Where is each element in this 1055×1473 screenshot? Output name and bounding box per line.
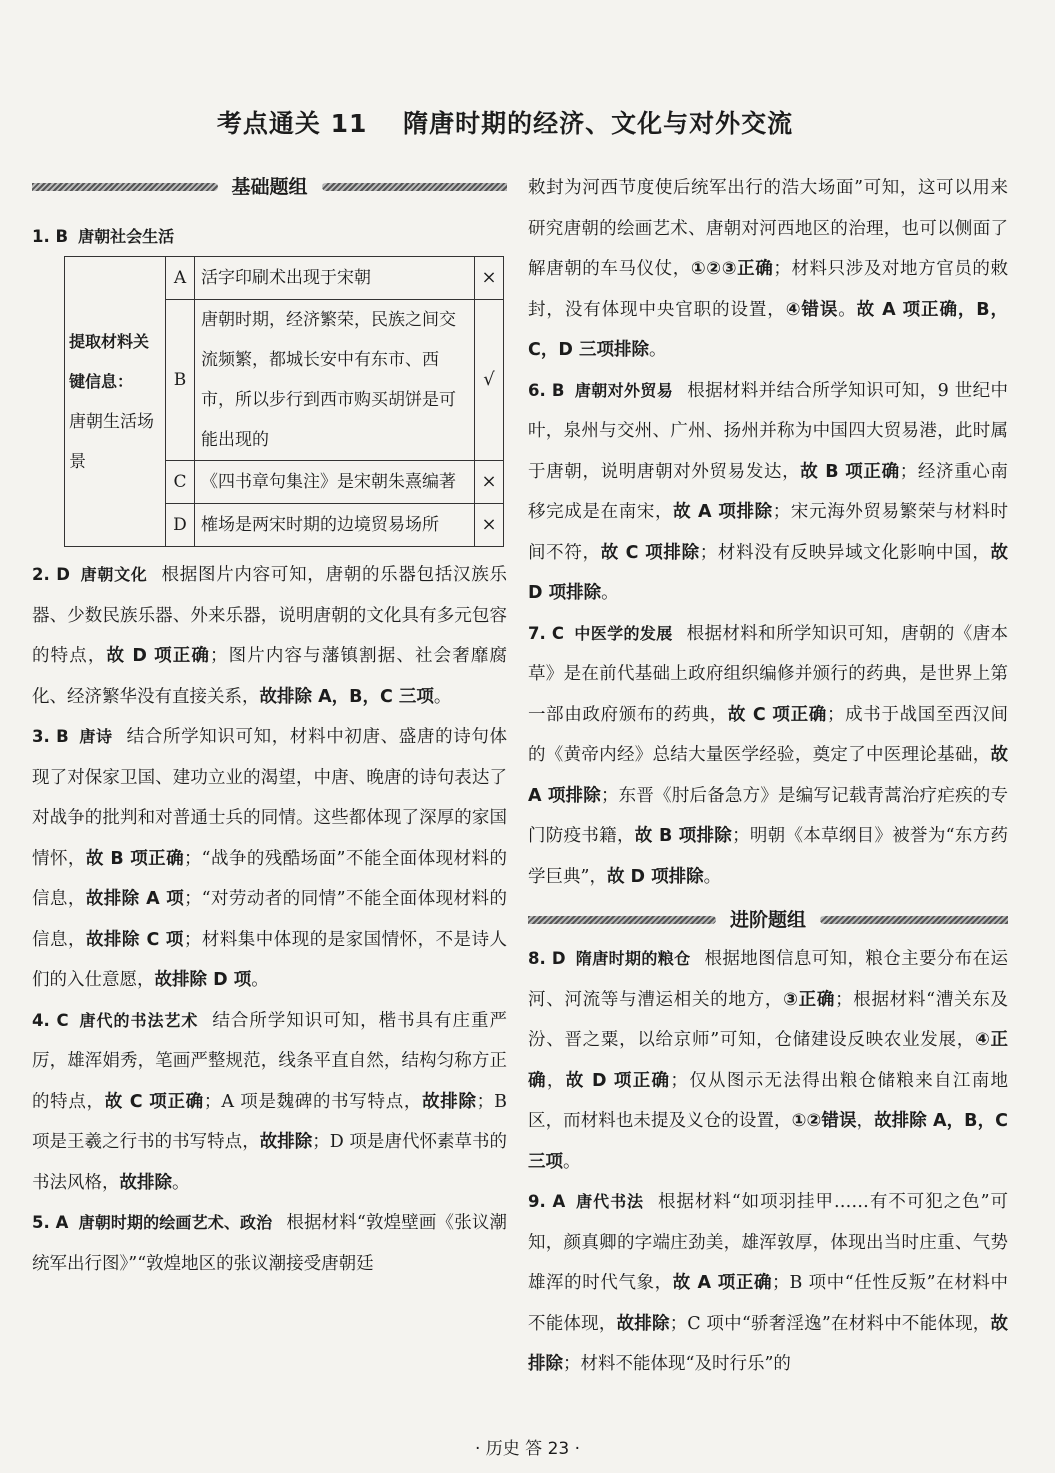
question-3 [32, 717, 507, 1001]
q8-text: 根据地图信息可知，粮仓主要分布在运河、河流等与漕运相关的地方， [528, 949, 1008, 1010]
q5-bold: 故 A 项正确，B，C，D 三项排除 [528, 299, 1008, 360]
q4-text: 。 [172, 1172, 190, 1193]
q3-bold: 故排除 D 项 [154, 970, 252, 990]
q3-text: 。 [251, 970, 269, 990]
q8-bold: 故 D 项正确 [565, 1070, 671, 1091]
q5-answer: 5. A [32, 1213, 69, 1232]
question-4 [32, 1001, 507, 1204]
page-footer: · 历史 答 23 · [474, 1439, 581, 1459]
option-letter: D [166, 504, 195, 547]
q2-bold: 故排除 A，B，C 三项 [259, 686, 434, 707]
q9-bold: 故排除 [528, 1313, 1008, 1374]
q8-answer: 8. D [528, 949, 566, 968]
q6-text: ；宋元海外贸易繁荣与材料时间不符， [528, 502, 1009, 563]
q5-bold: ④错误 [785, 299, 839, 320]
key-info-cell [65, 257, 166, 547]
q8-bold: ④正确 [528, 1030, 1008, 1091]
question-5-start [32, 1203, 507, 1284]
q9-answer: 9. A [528, 1192, 566, 1211]
q8-text: ；根据材料“漕关东及汾、晋之粟，以给京师”可知，仓储建设反映农业发展， [528, 989, 1008, 1050]
check-mark-icon: √ [475, 300, 504, 461]
q6-text: ；经济重心南移完成是在南宋， [528, 461, 1009, 522]
q6-knowledge-point: 唐朝对外贸易 [574, 380, 674, 400]
key-info-text: 唐朝生活场景 [69, 411, 154, 472]
q5-text: 敕封为河西节度使后统军出行的浩大场面”可知，这可以用来研究唐朝的绘画艺术、唐朝对河西地区的治理，也可以侧面了解唐朝的车马仪仗， [528, 178, 1008, 279]
q4-bold: 故排除 [422, 1091, 477, 1112]
q3-bold: 故 B 项正确 [85, 848, 185, 869]
section-title-basic: 基础题组 [231, 175, 308, 198]
q4-text: ；D 项是唐代怀素草书的书法风格， [32, 1132, 508, 1193]
q6-answer: 6. B [528, 380, 565, 400]
option-letter: B [166, 300, 195, 461]
key-info-label: 提取材料关键信息： [69, 331, 150, 391]
q3-text: ；“战争的残酷场面”不能全面体现材料的信息， [32, 848, 507, 909]
q8-knowledge-point: 隋唐时期的粮仓 [575, 949, 691, 968]
right-column [528, 168, 1008, 1385]
option-text: 唐朝时期，经济繁荣，民族之间交流频繁，都城长安中有东市、西市，所以步行到西市购买胡饼是可能出现的 [195, 300, 475, 461]
section-header-advanced [528, 903, 1008, 937]
q1-answer: 1. B [32, 227, 69, 246]
option-text: 《四书章句集注》是宋朝朱熹编著 [195, 461, 475, 504]
q5-text: 。 [838, 299, 857, 320]
question-1-head [32, 224, 507, 250]
q1-knowledge-point: 唐朝社会生活 [78, 227, 175, 246]
q7-bold: 故 D 项排除 [606, 866, 704, 887]
q5-text: 。 [648, 340, 667, 360]
q8-bold: ③正确 [783, 989, 836, 1010]
q5-knowledge-point: 唐朝时期的绘画艺术、政治 [78, 1213, 273, 1232]
wrong-mark-icon: × [475, 461, 504, 504]
q7-text: 根据材料和所学知识可知，唐朝的《唐本草》是在前代基础上政府组织编修并颁行的药典，是世界上第一部由政府颁布的药典， [528, 623, 1008, 725]
q7-text: ；东晋《肘后备急方》是编写记载青蒿治疗疟疾的专门防疫书籍， [528, 785, 1009, 846]
q6-bold: 故 D 项排除 [528, 542, 1008, 603]
header-bar-right [322, 183, 508, 191]
q7-bold: 故 C 项正确 [727, 704, 827, 725]
q3-text: 结合所学知识可知，材料中初唐、盛唐的诗句体现了对保家卫国、建功立业的渴望，中唐、晚唐的诗句表达了对战争的批判和对普通士兵的同情。这些都体现了深厚的家国情怀， [32, 727, 507, 869]
q5-text: ；材料只涉及对地方官员的敕封，没有体现中央官职的设置， [528, 259, 1009, 320]
q9-text: ；B 项中“任性反叛”在材料中不能体现， [528, 1273, 1008, 1334]
q4-bold: 故排除 [119, 1172, 172, 1193]
left-column [32, 170, 507, 1284]
q7-text: ；明朝《本草纲目》被誉为“东方药学巨典”， [528, 826, 1008, 887]
q6-bold: 故 A 项排除 [673, 502, 773, 522]
q2-knowledge-point: 唐朝文化 [79, 565, 148, 584]
section-title-advanced: 进阶题组 [730, 908, 807, 931]
question-5-continued [528, 168, 1008, 371]
header-bar-right [820, 916, 1008, 924]
question-6 [528, 371, 1008, 614]
q8-text: ；仅从图示无法得出粮仓储粮来自江南地区，而材料也未提及义仓的设置， [528, 1070, 1009, 1131]
q8-bold: ①②错误 [791, 1111, 857, 1131]
header-bar-left [528, 916, 716, 924]
q4-text: ；A 项是魏碑的书写特点， [203, 1091, 423, 1112]
q9-knowledge-point: 唐代书法 [575, 1192, 644, 1211]
q8-text: ， [856, 1111, 875, 1131]
q4-bold: 故 C 项正确 [104, 1091, 204, 1112]
table-row [65, 257, 504, 300]
q8-text: 。 [563, 1151, 581, 1172]
option-text: 活字印刷术出现于宋朝 [195, 257, 475, 300]
q9-text: ；C 项中“骄奢淫逸”在材料中不能体现， [669, 1313, 991, 1334]
q9-bold: 故排除 [616, 1313, 670, 1334]
q2-bold: 故 D 项正确 [106, 646, 211, 666]
q2-text: 。 [433, 686, 452, 707]
q7-answer: 7. C [528, 623, 564, 643]
q9-bold: 故 A 项正确 [672, 1273, 773, 1293]
q7-text: 。 [703, 866, 722, 887]
wrong-mark-icon: × [475, 257, 504, 300]
q3-knowledge-point: 唐诗 [78, 727, 113, 746]
q7-text: ；成书于战国至西汉间的《黄帝内经》总结大量医学经验，奠定了中医理论基础， [528, 704, 1008, 765]
q2-text: ；图片内容与藩镇割据、社会奢靡腐化、经济繁华没有直接关系， [32, 646, 507, 707]
wrong-mark-icon: × [475, 504, 504, 547]
q6-text: 。 [601, 583, 619, 603]
q5-bold: ①②③正确 [690, 259, 774, 279]
q4-text: ；B 项是王羲之行书的书写特点， [32, 1091, 508, 1152]
option-letter: C [166, 461, 195, 504]
q2-text: 根据图片内容可知，唐朝的乐器包括汉族乐器、少数民族乐器、外来乐器，说明唐朝的文化具有多元包容的特点， [32, 565, 507, 666]
q4-knowledge-point: 唐代的书法艺术 [78, 1010, 199, 1030]
q8-bold: 故排除 A，B，C 三项 [528, 1111, 1009, 1172]
q2-answer: 2. D [32, 565, 70, 584]
question-8 [528, 939, 1008, 1182]
q3-text: ；材料集中体现的是家国情怀，不是诗人们的入仕意愿， [32, 929, 508, 990]
question-7 [528, 614, 1008, 898]
q4-answer: 4. C [32, 1010, 69, 1030]
q8-text: ， [546, 1070, 566, 1091]
q3-answer: 3. B [32, 727, 69, 746]
q6-bold: 故 C 项排除 [600, 542, 700, 563]
q9-text: 根据材料“如项羽挂甲……有不可犯之色”可知，颜真卿的字端庄劲美，雄浑敦厚，体现出当时庄重、气势雄浑的时代气象， [528, 1192, 1008, 1293]
q6-text: ；材料没有反映异域文化影响中国， [699, 542, 991, 563]
q7-bold: 故 A 项排除 [528, 745, 1008, 806]
option-text: 榷场是两宋时期的边境贸易场所 [195, 504, 475, 547]
q7-knowledge-point: 中医学的发展 [573, 623, 673, 643]
q3-bold: 故排除 A 项 [85, 889, 185, 909]
q6-text: 根据材料并结合所学知识可知，9 世纪中叶，泉州与交州、广州、扬州并称为中国四大贸易港，此时属于唐朝，说明唐朝对外贸易发达， [528, 380, 1008, 482]
section-header-basic [32, 170, 507, 204]
q6-bold: 故 B 项正确 [800, 461, 900, 482]
q4-bold: 故排除 [259, 1132, 313, 1152]
q3-bold: 故排除 C 项 [85, 929, 184, 950]
q5-text: 根据材料“敦煌壁画《张议潮统军出行图》”“敦煌地区的张议潮接受唐朝廷 [32, 1213, 507, 1274]
question-9 [528, 1182, 1008, 1385]
q1-analysis-table [64, 256, 504, 547]
q9-text: ；材料不能体现“及时行乐”的 [563, 1354, 791, 1374]
q3-text: ；“对劳动者的同情”不能全面体现材料的信息， [32, 889, 507, 950]
option-letter: A [166, 257, 195, 300]
header-bar-left [32, 183, 218, 191]
question-2 [32, 555, 507, 717]
page-title: 考点通关 11 隋唐时期的经济、文化与对外交流 [216, 109, 794, 138]
q4-text: 结合所学知识可知，楷书具有庄重严厉，雄浑娟秀，笔画严整规范，线条平直自然，结构匀称方正的特点， [32, 1010, 507, 1112]
q7-bold: 故 B 项排除 [634, 826, 733, 846]
